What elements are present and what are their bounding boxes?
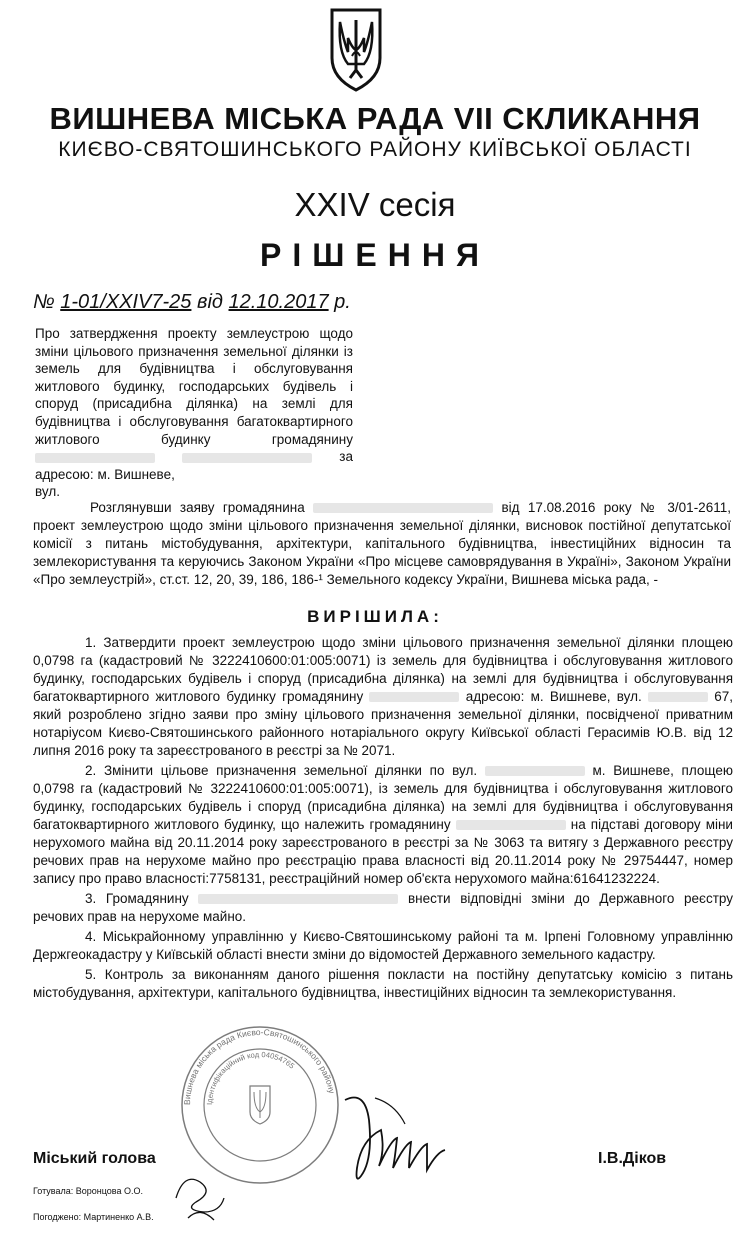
document-type-title: РІШЕННЯ bbox=[260, 237, 490, 273]
redacted-street bbox=[648, 692, 708, 702]
decided-heading: ВИРІШИЛА: bbox=[307, 607, 443, 626]
council-title: ВИШНЕВА МІСЬКА РАДА VII СКЛИКАННЯ bbox=[49, 101, 701, 136]
decision-items bbox=[33, 634, 733, 1002]
preamble-body: від 17.08.2016 року № 3/01-2611, проект землеустрою щодо зміни цільового призначення земельної ділянки, висновок постійної депутатської комісії з питань містобудування, архітектури, капітального будівництва, інвестиційних відносин та землекористування та керуючись Законом України «Про місцеве самоврядування в Україні», Законом України «Про землеустрій», ст.ст. 12, 20, 39, 186, 186-¹ Земельного кодексу України, Вишнева міська рада, - bbox=[33, 500, 731, 587]
svg-text:Вишнева міська рада Києво-Свят: Вишнева міська рада Києво-Святошинського району bbox=[181, 1026, 338, 1106]
redacted-name bbox=[198, 894, 398, 904]
decision-number: 1-01/XXIV7-25 bbox=[60, 291, 192, 313]
decision-item-4: 4. Міськрайонному управлінню у Києво-Святошинському районі та м. Ірпені Головному управлінню Держгеокадастру у Київській області внести зміни до відомостей Державного земельного кадастру. bbox=[33, 929, 733, 962]
redacted-name bbox=[182, 453, 312, 463]
date-from-label: від bbox=[197, 291, 223, 313]
mayor-name: І.В.Діков bbox=[598, 1150, 667, 1167]
preamble-start: Розглянувши заяву громадянина bbox=[90, 500, 305, 515]
subject-text: Про затвердження проекту землеустрою щодо зміни цільового призначення земельної ділянки із земель для будівництва і обслуговування житлового будинку, господарських будівель і споруд (присадибна ділянка) на землі для будівництва і обслуговування багатоквартирного житлового будинку громадянину bbox=[35, 326, 353, 447]
svg-text:Ідентифікаційний код 04054765: Ідентифікаційний код 04054765 bbox=[204, 1049, 297, 1106]
prepared-by: Готувала: Воронцова О.О. bbox=[33, 1186, 143, 1196]
number-prefix: № bbox=[33, 291, 55, 313]
handwritten-signature-icon bbox=[335, 1080, 455, 1190]
subject-street: вул. bbox=[35, 484, 60, 500]
decision-item-2: 2. Змінити цільове призначення земельної ділянки по вул. м. Вишневе, площею 0,0798 га (кадастровий № 3222410600:01:005:0071), із земель для будівництва і обслуговування житлового будинку, господарських будівель і споруд (присадибна ділянка) на землі для будівництва і обслуговування багатоквартирного житлового будинку, що належить громадянину на підставі договору міни нерухомого майна від 20.11.2014 року зареєстрованого в реєстрі за № 3063 та витягу з Державного реєстру речових прав на нерухоме майно про реєстрацію права власності від 20.11.2014 року № 29754447, номер запису про право власності:7758131, реєстраційний номер об'єкта нерухомого майна:61641232224. bbox=[33, 763, 733, 886]
initials-signature-icon bbox=[170, 1168, 230, 1228]
redacted-name bbox=[35, 453, 155, 463]
council-subtitle: КИЄВО-СВЯТОШИНСЬКОГО РАЙОНУ КИЇВСЬКОЇ ОБЛАСТІ bbox=[58, 138, 692, 161]
decision-item-1: 1. Затвердити проект землеустрою щодо зміни цільового призначення земельної ділянки площею 0,0798 га (кадастровий № 3222410600:01:005:0071) із земель для будівництва і обслуговування житлового будинку, господарських будівель і споруд (присадибна ділянка) на землі для будівництва і обслуговування багатоквартирного житлового будинку громадянину адресою: м. Вишневе, вул. 67, який розроблено згідно заяви про зміну цільового призначення земельної ділянки, посвідченої приватним нотаріусом Києво-Святошинського районного нотаріального округу Київської області Герасимів Ю.В. від 12 липня 2016 року та зареєстрованого в реєстрі за № 2071. bbox=[33, 635, 733, 758]
redacted-street bbox=[485, 766, 585, 776]
subject-address: за адресою: м. Вишневе, bbox=[35, 449, 353, 482]
redacted-name bbox=[456, 820, 566, 830]
decision-subject bbox=[35, 325, 353, 501]
session-title: XXIV сесія bbox=[294, 186, 456, 223]
preamble-paragraph bbox=[33, 499, 731, 589]
round-official-seal-icon bbox=[170, 1020, 350, 1190]
redacted-name bbox=[313, 503, 493, 513]
decision-item-5: 5. Контроль за виконанням даного рішення покласти на постійну депутатську комісію з питань містобудування, архітектури, капітального будівництва, інвестиційних відносин та землекористування. bbox=[33, 967, 733, 1000]
mayor-title: Міський голова bbox=[33, 1150, 156, 1167]
agreed-by: Погоджено: Мартиненко А.В. bbox=[33, 1212, 154, 1222]
redacted-name bbox=[369, 692, 459, 702]
decision-date: 12.10.2017 bbox=[228, 291, 329, 313]
year-suffix: р. bbox=[334, 291, 351, 313]
decision-reference bbox=[33, 291, 351, 314]
decision-item-3: 3. Громадянину внести відповідні зміни до Державного реєстру речових прав на нерухоме майно. bbox=[33, 891, 733, 924]
trident-coat-of-arms-icon bbox=[328, 8, 384, 92]
